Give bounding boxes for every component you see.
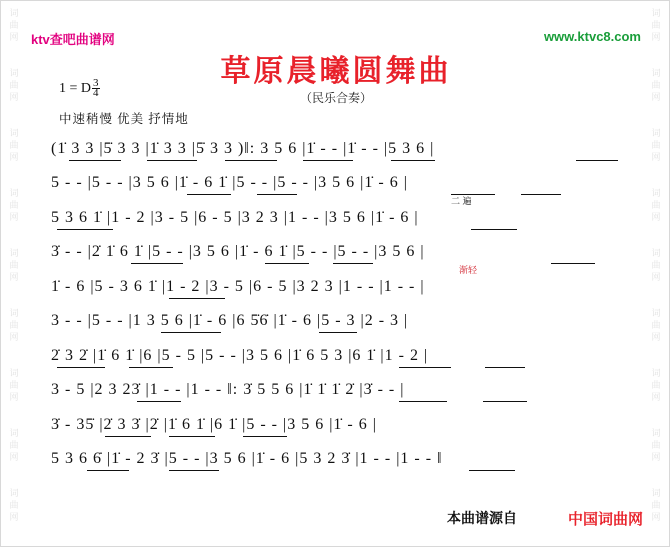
site-url-right[interactable]: www.ktvc8.com xyxy=(543,29,641,44)
tempo-marking: 中速稍慢 优美 抒情地 xyxy=(59,112,189,126)
second-ending-mark: 二 遍 xyxy=(451,195,472,206)
key-prefix: 1 = D xyxy=(59,81,92,96)
score-line-text: 1̇ - 6 |5 - 3 6 1̇ |1 - 2 |3 - 5 |6 - 5 |3 2 3 |1 - - |1 - - | xyxy=(51,277,425,295)
score-line xyxy=(51,129,631,164)
score-line-text: 3̇ - 35̇ |2̇ 3 3̇ |2̇ |1̇ 6 1̇ |6 1̇ |5 - - |3 5 6 |1̇ - 6 | xyxy=(51,415,377,433)
score-line-text: (1̇ 3 3 |5̇ 3 3 |1̇ 3 3 |5̇ 3 3 )‖: 3 5 6 |1̇ - - |1̇ - - |5 3 6 | xyxy=(51,139,435,157)
time-signature xyxy=(92,79,100,98)
subtitle: （民乐合奏） xyxy=(299,91,372,105)
score-line xyxy=(51,405,631,440)
score-line xyxy=(51,164,631,199)
score-line-text: 3 - - |5 - - |1 3 5 6 |1̇ - 6 |6 5̇6̇ |1̇ - 6 |5 - 3 |2 - 3 | xyxy=(51,312,409,329)
meter-bottom: 4 xyxy=(93,87,99,99)
score-line xyxy=(51,264,631,302)
score-line xyxy=(51,195,631,233)
score-line xyxy=(51,371,631,406)
score-body xyxy=(51,129,631,474)
dynamic-marking: 渐轻 xyxy=(459,264,478,275)
key-signature xyxy=(59,79,100,98)
score-line-text: 5 - - |5 - - |3 5 6 |1̇ - 6 1̇ |5 - - |5 - - |3 5 6 |1̇ - 6 | xyxy=(51,174,408,191)
score-line-text: 3 - 5 |2 3 23̇ |1 - - |1 - - ‖: 3̇ 5 5 6 |1̇ 1̇ 1̇ 2̇ |3̇ - - | xyxy=(51,381,405,398)
source-site-link[interactable]: 中国词曲网 xyxy=(567,512,643,528)
page-title: 草原晨曦圆舞曲 xyxy=(220,55,452,88)
score-line xyxy=(51,336,631,371)
score-line-text: 2̇ 3 2̇ |1̇ 6 1̇ |6 |5 - 5 |5 - - |3 5 6 |1̇ 6 5 3 |6 1̇ |1 - 2 | xyxy=(51,346,429,364)
score-line-text: 5 3 6 6̇ |1̇ - 2 3̇ |5 - - |3 5 6 |1̇ - 6 |5 3 2 3̇ |1 - - |1 - - ‖ xyxy=(51,450,443,467)
score-line xyxy=(51,233,631,268)
watermark-right: 词 曲 网 词 曲 网 词 曲 网 词 曲 网 词 曲 网 词 曲 网 词 曲 网 词 曲 网 词 曲 网 xyxy=(651,8,661,522)
source-label: 本曲谱源自 xyxy=(447,512,517,527)
score-line xyxy=(51,440,631,475)
site-brand-left[interactable]: ktv查吧曲谱网 xyxy=(31,32,115,47)
watermark-left: 词 曲 网 词 曲 网 词 曲 网 词 曲 网 词 曲 网 词 曲 网 词 曲 网 词 曲 网 词 曲 网 xyxy=(9,8,19,522)
meter-top: 3 xyxy=(93,77,99,89)
score-line-text: 3̇ - - |2̇ 1̇ 6 1̇ |5 - - |3 5 6 |1̇ - 6 1̇ |5 - - |5 - - |3 5 6 | xyxy=(51,243,425,260)
score-line xyxy=(51,302,631,337)
score-line-text: 5 3 6 1̇ |1 - 2 |3 - 5 |6 - 5 |3 2 3 |1 - - |3 5 6 |1̇ - 6 | xyxy=(51,208,419,226)
